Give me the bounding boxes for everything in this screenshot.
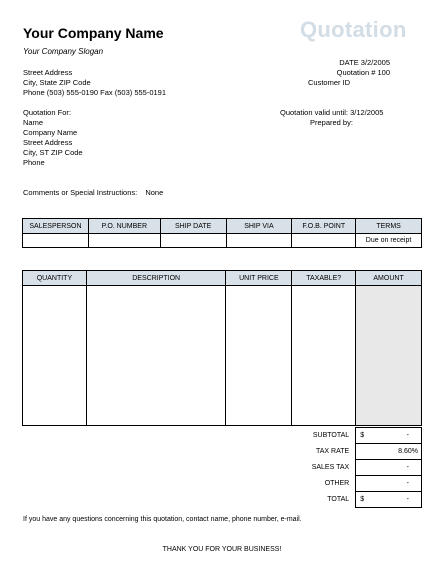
quotation-for-line: Street Address — [23, 138, 73, 147]
ship-date-cell[interactable] — [160, 234, 226, 248]
sales-tax-value: - — [356, 460, 422, 476]
comments-label: Comments or Special Instructions: — [23, 188, 138, 197]
items-body-row — [23, 286, 422, 426]
other-label: OTHER — [324, 480, 350, 487]
company-address — [23, 68, 166, 98]
po-number-cell[interactable] — [88, 234, 160, 248]
meta-block — [290, 58, 390, 88]
header-quantity: QUANTITY — [23, 271, 87, 286]
items-header-row — [23, 271, 422, 286]
address-line: Phone (503) 555-0190 Fax (503) 555-0191 — [23, 88, 167, 97]
quotation-for — [23, 108, 83, 168]
header-amount: AMOUNT — [356, 271, 422, 286]
totals-table — [250, 427, 422, 508]
header-po-number: P.O. NUMBER — [88, 219, 160, 234]
subtotal-row — [250, 428, 422, 444]
thank-you-message: THANK YOU FOR YOUR BUSINESS! — [162, 546, 282, 553]
header-terms: TERMS — [356, 219, 422, 234]
quote-number-value: 100 — [377, 68, 390, 77]
amount-value: - — [406, 496, 409, 503]
tax-rate-label: TAX RATE — [315, 448, 350, 455]
header-fob-point: F.O.B. POINT — [292, 219, 356, 234]
description-cell[interactable] — [86, 286, 226, 426]
subtotal-label: SUBTOTAL — [312, 432, 350, 439]
taxable-cell[interactable] — [292, 286, 356, 426]
amount-value: - — [406, 432, 409, 439]
other-row — [250, 476, 422, 492]
other-value[interactable]: - — [356, 476, 422, 492]
header-taxable: TAXABLE? — [292, 271, 356, 286]
ship-via-cell[interactable] — [226, 234, 292, 248]
fob-point-cell[interactable] — [292, 234, 356, 248]
currency-symbol: $ — [360, 496, 365, 503]
total-row — [250, 492, 422, 508]
subtotal-value — [356, 428, 422, 444]
prepared-by-label: Prepared by: — [310, 118, 353, 127]
valid-until-value: 3/12/2005 — [350, 108, 384, 117]
header-ship-via: SHIP VIA — [226, 219, 292, 234]
company-name: Your Company Name — [23, 25, 164, 41]
header-unit-price: UNIT PRICE — [226, 271, 292, 286]
validity-block — [280, 108, 383, 128]
comments-value: None — [145, 188, 164, 197]
header-ship-date: SHIP DATE — [160, 219, 226, 234]
quotation-for-line: Phone — [23, 158, 45, 167]
comments — [23, 188, 163, 197]
tax-rate-value[interactable]: 8.60% — [356, 444, 422, 460]
unit-price-cell[interactable] — [226, 286, 292, 426]
company-slogan: Your Company Slogan — [23, 47, 104, 56]
quotation-for-line: Name — [23, 118, 44, 127]
currency-symbol: $ — [360, 432, 365, 439]
terms-cell[interactable]: Due on receipt — [356, 234, 422, 248]
quotation-for-line: Company Name — [23, 128, 78, 137]
quotation-for-heading: Quotation For: — [23, 108, 71, 117]
customer-id-label: Customer ID — [308, 78, 351, 87]
header-salesperson: SALESPERSON — [23, 219, 89, 234]
sales-tax-row — [250, 460, 422, 476]
address-line: City, State ZIP Code — [23, 78, 91, 87]
shipping-row — [23, 234, 422, 248]
quotation-for-line: City, ST ZIP Code — [23, 148, 83, 157]
salesperson-cell[interactable] — [23, 234, 89, 248]
total-value — [356, 492, 422, 508]
quantity-cell[interactable] — [23, 286, 87, 426]
amount-cell — [356, 286, 422, 426]
header-description: DESCRIPTION — [86, 271, 226, 286]
document-title: Quotation — [300, 17, 407, 42]
items-table — [22, 270, 422, 426]
valid-until-label: Quotation valid until: — [280, 108, 348, 117]
shipping-table — [22, 218, 422, 248]
shipping-header-row — [23, 219, 422, 234]
tax-rate-row — [250, 444, 422, 460]
footer-note: If you have any questions concerning this quotation, contact name, phone number, e-mail. — [23, 516, 302, 523]
total-label: TOTAL — [327, 496, 350, 503]
date-label: DATE — [339, 58, 359, 67]
sales-tax-label: SALES TAX — [311, 464, 350, 471]
quote-number-label: Quotation # — [336, 68, 376, 77]
address-line: Street Address — [23, 68, 73, 77]
date-value: 3/2/2005 — [360, 58, 390, 67]
